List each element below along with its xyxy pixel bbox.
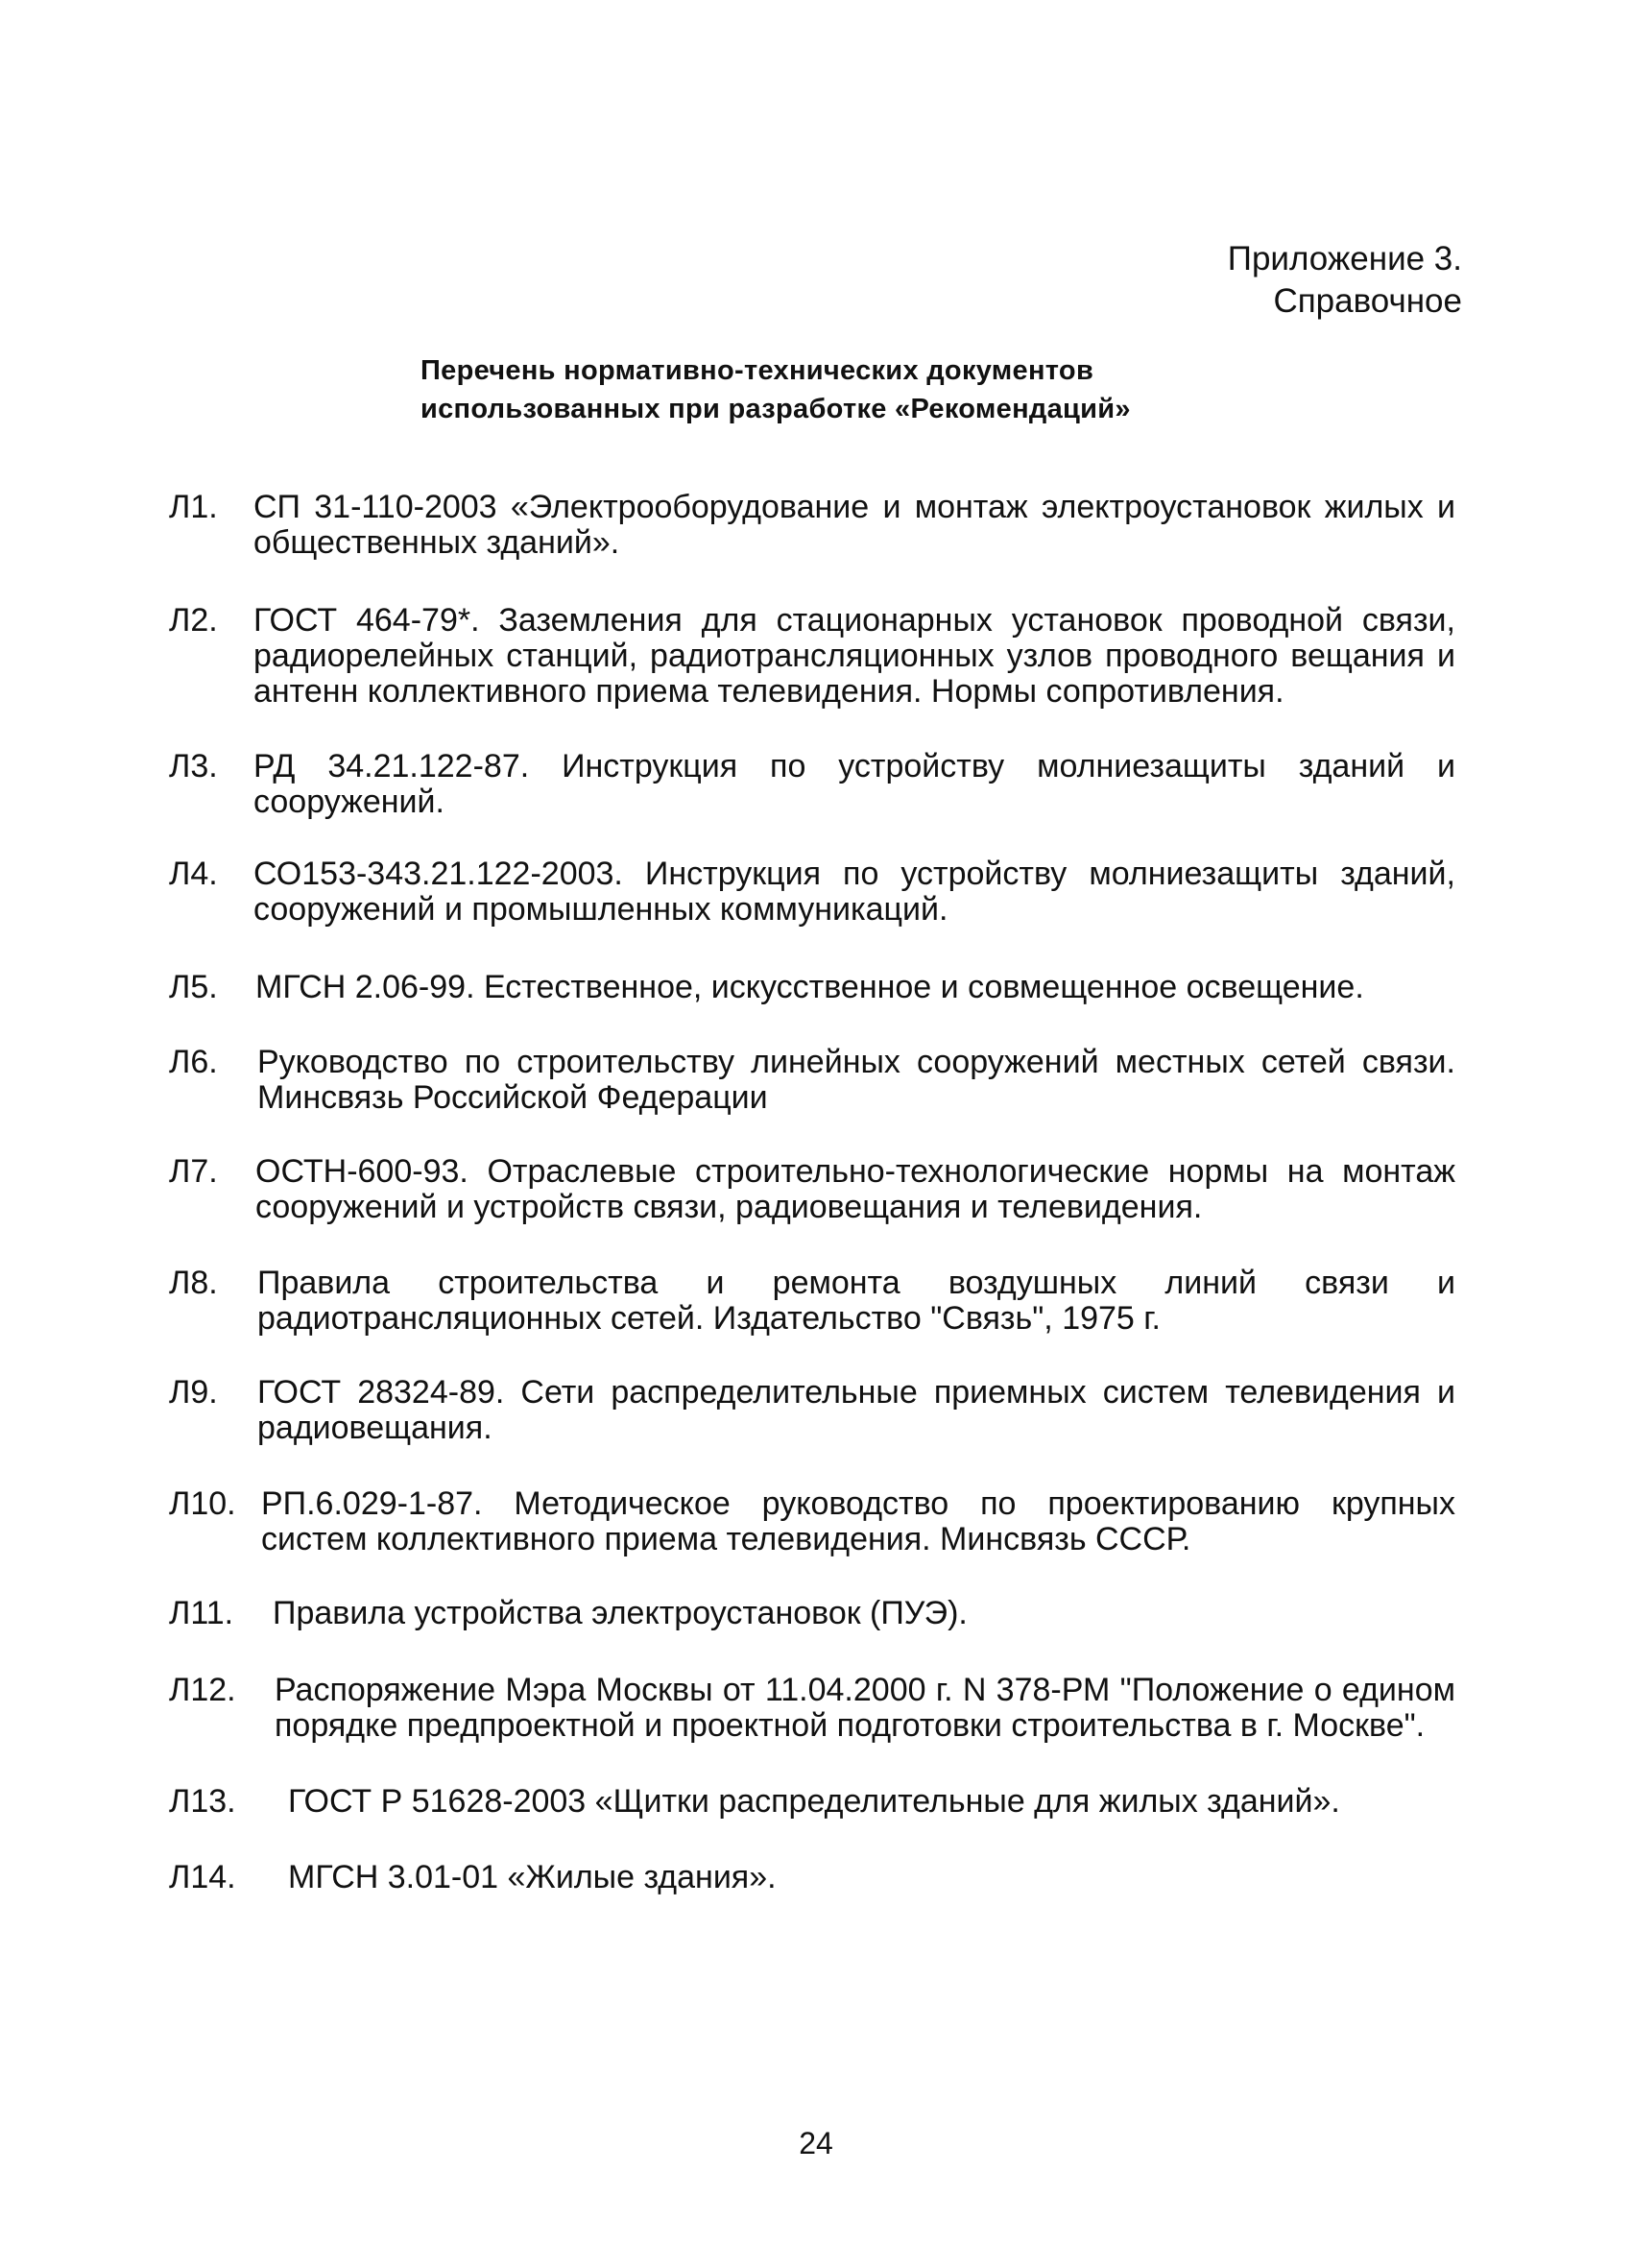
- reference-text: Правила устройства электроустановок (ПУЭ).: [273, 1595, 968, 1631]
- appendix-type: Справочное: [1273, 282, 1462, 320]
- reference-text: РП.6.029-1-87. Методическое руководство по проектированию крупных систем коллективного приема телевидения. Минсвязь СССР.: [261, 1485, 1455, 1557]
- reference-text: Руководство по строительству линейных сооружений местных сетей связи. Минсвязь Российской Федерации: [257, 1044, 1455, 1116]
- appendix-label: Приложение 3.: [1227, 240, 1462, 277]
- reference-number: Л11.: [169, 1595, 234, 1631]
- reference-number: Л6.: [169, 1044, 218, 1080]
- reference-number: Л3.: [169, 748, 218, 784]
- reference-number: Л10.: [169, 1485, 236, 1522]
- reference-text: РД 34.21.122-87. Инструкция по устройству молниезащиты зданий и сооружений.: [253, 748, 1455, 820]
- reference-text: ГОСТ 28324-89. Сети распределительные приемных систем телевидения и радиовещания.: [257, 1374, 1455, 1446]
- reference-text: Распоряжение Мэра Москвы от 11.04.2000 г. N 378-РМ "Положение о едином порядке предпроектной и проектной подготовки строительства в г. Москве".: [275, 1672, 1455, 1744]
- reference-text: Правила строительства и ремонта воздушных линий связи и радиотрансляционных сетей. Издательство "Связь", 1975 г.: [257, 1265, 1455, 1337]
- reference-number: Л4.: [169, 856, 218, 892]
- reference-text: ГОСТ 464-79*. Заземления для стационарных установок проводной связи, радиорелейных станций, радиотрансляционных узлов проводного вещания и антенн коллективного приема телевидения. Нормы сопротивления.: [253, 602, 1455, 710]
- reference-number: Л12.: [169, 1672, 236, 1708]
- page-number: 24: [799, 2126, 833, 2160]
- reference-number: Л9.: [169, 1374, 218, 1411]
- reference-number: Л1.: [169, 489, 218, 525]
- reference-number: Л5.: [169, 969, 218, 1005]
- list-heading-line-2: использованных при разработке «Рекомендаций»: [420, 394, 1131, 424]
- reference-number: Л8.: [169, 1265, 218, 1301]
- reference-text: МГСН 2.06-99. Естественное, искусственное и совмещенное освещение.: [255, 969, 1364, 1005]
- reference-number: Л13.: [169, 1783, 236, 1820]
- reference-text: ОСТН-600-93. Отраслевые строительно-технологические нормы на монтаж сооружений и устройств связи, радиовещания и телевидения.: [255, 1153, 1455, 1225]
- reference-text: СО153-343.21.122-2003. Инструкция по устройству молниезащиты зданий, сооружений и промышленных коммуникаций.: [253, 856, 1455, 928]
- reference-number: Л14.: [169, 1859, 236, 1895]
- list-heading-line-1: Перечень нормативно-технических документов: [420, 355, 1094, 386]
- reference-text: ГОСТ Р 51628-2003 «Щитки распределительные для жилых зданий».: [288, 1783, 1340, 1820]
- reference-number: Л2.: [169, 602, 218, 639]
- reference-text: СП 31-110-2003 «Электрооборудование и монтаж электроустановок жилых и общественных зданий».: [253, 489, 1455, 561]
- reference-number: Л7.: [169, 1153, 218, 1190]
- reference-text: МГСН 3.01-01 «Жилые здания».: [288, 1859, 777, 1895]
